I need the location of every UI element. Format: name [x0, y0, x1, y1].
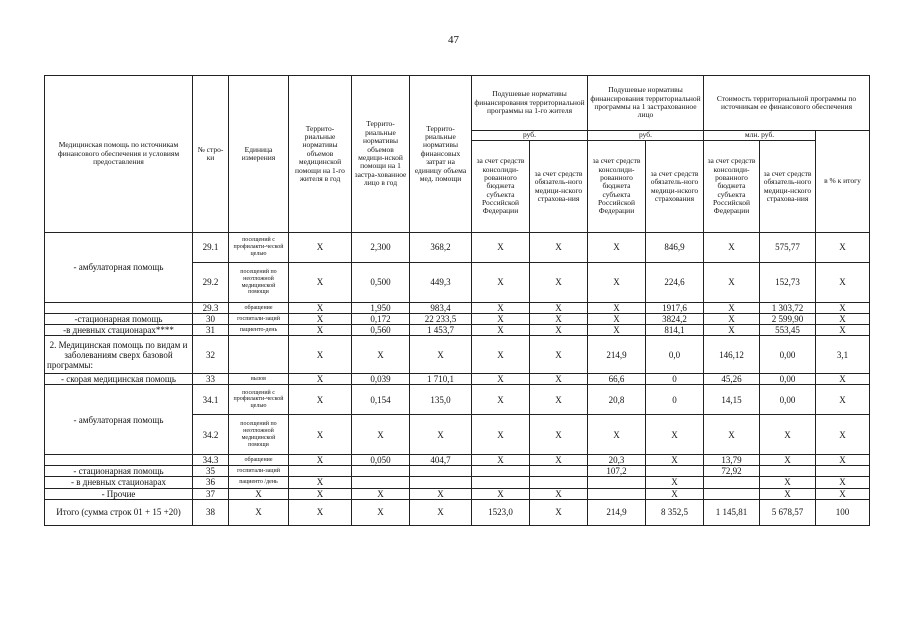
cell: 3824,2 [646, 314, 704, 325]
cell [646, 466, 704, 477]
cell: 214,9 [588, 336, 646, 374]
cell: 0,039 [352, 374, 410, 385]
header-oms-2: за счет средств обязатель-ного медици-нского страхования [646, 141, 704, 233]
unit-cell: пациенто /день [229, 477, 289, 488]
cell: X [530, 499, 588, 525]
cell: X [530, 263, 588, 303]
header-unit-rub-2: руб. [588, 131, 704, 141]
cell: X [816, 263, 870, 303]
cell: 72,92 [704, 466, 760, 477]
unit-cell: посещений с профилакти-ческой целью [229, 233, 289, 263]
cell: 1917,6 [646, 303, 704, 314]
row-number: 38 [193, 499, 229, 525]
cell: X [704, 325, 760, 336]
cell: 45,26 [704, 374, 760, 385]
cell: X [588, 303, 646, 314]
row-number: 37 [193, 488, 229, 499]
row-number: 32 [193, 336, 229, 374]
row-label-ambulatory-2: - амбулаторная помощь [45, 385, 193, 455]
cell: X [530, 336, 588, 374]
cell [588, 488, 646, 499]
cell: X [646, 455, 704, 466]
cell: X [530, 488, 588, 499]
cell: X [816, 303, 870, 314]
cell: 1 710,1 [410, 374, 472, 385]
unit-cell: пациенто-день [229, 325, 289, 336]
header-budget-1: за счет средств консолиди-рованного бюджета субъекта Российской Федерации [472, 141, 530, 233]
header-budget-2: за счет средств консолиди-рованного бюджета субъекта Российской Федерации [588, 141, 646, 233]
header-oms-1: за счет средств обязатель-ного медици-нского страхова-ния [530, 141, 588, 233]
cell: 13,79 [704, 455, 760, 466]
cell: X [472, 325, 530, 336]
cell: 20,8 [588, 385, 646, 415]
header-program-cost: Стоимость территориальной программы по источникам ее финансового обеспечения [704, 76, 870, 131]
cell [588, 477, 646, 488]
cell: X [704, 415, 760, 455]
cell [530, 477, 588, 488]
cell: X [289, 303, 352, 314]
cell: 983,4 [410, 303, 472, 314]
cell: X [472, 233, 530, 263]
cell: 100 [816, 499, 870, 525]
cell: 0,154 [352, 385, 410, 415]
row-number: 29.1 [193, 233, 229, 263]
cell: X [410, 488, 472, 499]
cell: 224,6 [646, 263, 704, 303]
cell: 0,00 [760, 336, 816, 374]
cell: 0,00 [760, 385, 816, 415]
cell: X [472, 263, 530, 303]
cell: X [816, 488, 870, 499]
cell: 0,050 [352, 455, 410, 466]
financing-table [44, 75, 870, 526]
cell: 553,45 [760, 325, 816, 336]
cell [530, 466, 588, 477]
unit-cell: обращение [229, 303, 289, 314]
cell: 135,0 [410, 385, 472, 415]
cell: X [588, 233, 646, 263]
cell: X [646, 415, 704, 455]
cell: X [289, 385, 352, 415]
unit-cell: посещений с профилакти-ческой целью [229, 385, 289, 415]
cell: 8 352,5 [646, 499, 704, 525]
row-label-empty [45, 303, 193, 314]
row-number: 29.2 [193, 263, 229, 303]
row-number: 35 [193, 466, 229, 477]
cell [704, 477, 760, 488]
cell: X [410, 415, 472, 455]
cell: 0,560 [352, 325, 410, 336]
cell: X [704, 233, 760, 263]
cell: X [704, 314, 760, 325]
cell: 0,500 [352, 263, 410, 303]
cell: 1,950 [352, 303, 410, 314]
row-number: 30 [193, 314, 229, 325]
cell: 404,7 [410, 455, 472, 466]
unit-cell: вызов [229, 374, 289, 385]
cell: X [410, 336, 472, 374]
cell [760, 466, 816, 477]
row-number: 33 [193, 374, 229, 385]
cell: X [472, 336, 530, 374]
cell: X [289, 477, 352, 488]
cell: X [530, 415, 588, 455]
row-label-inpatient-2: - стационарная помощь [45, 466, 193, 477]
cell: X [816, 314, 870, 325]
header-per-resident: Подушевые нормативы финансирования территориальной программы на 1-го жителя [472, 76, 588, 131]
cell: X [530, 455, 588, 466]
cell: X [352, 415, 410, 455]
unit-cell: госпитали-заций [229, 466, 289, 477]
cell: X [289, 336, 352, 374]
cell: X [530, 314, 588, 325]
unit-cell-empty [229, 336, 289, 374]
cell: X [352, 488, 410, 499]
cell: X [530, 233, 588, 263]
cell: 66,6 [588, 374, 646, 385]
row-number: 34.2 [193, 415, 229, 455]
cell: 152,73 [760, 263, 816, 303]
row-label-inpatient-1: -стационарная помощь [45, 314, 193, 325]
cell: X [646, 477, 704, 488]
cell: X [588, 415, 646, 455]
header-per-insured: Подушевые нормативы финансирования территориальной программы на 1 застрахованное лицо [588, 76, 704, 131]
cell: X [760, 455, 816, 466]
cell [472, 477, 530, 488]
cell: X [816, 385, 870, 415]
cell: X [646, 488, 704, 499]
cell: X [472, 455, 530, 466]
cell [289, 466, 352, 477]
cell: X [289, 374, 352, 385]
cell: X [472, 314, 530, 325]
cell: X [704, 263, 760, 303]
cell [352, 477, 410, 488]
unit-cell: X [229, 488, 289, 499]
cell: X [352, 499, 410, 525]
unit-cell: обращение [229, 455, 289, 466]
cell [472, 466, 530, 477]
cell: X [588, 263, 646, 303]
row-label-empty [45, 455, 193, 466]
header-name: Медицинская помощь по источникам финансового обеспечения и условиям предоставления [45, 76, 193, 233]
header-volume-resident: Террито-риальные нормативы объемов медицинской помощи на 1-го жителя в год [289, 76, 352, 233]
cell: 846,9 [646, 233, 704, 263]
cell: X [472, 385, 530, 415]
header-unit-rub-1: руб. [472, 131, 588, 141]
cell: 5 678,57 [760, 499, 816, 525]
cell [410, 466, 472, 477]
cell: X [289, 325, 352, 336]
cell: X [410, 499, 472, 525]
cell: X [289, 455, 352, 466]
unit-cell: посещений по неотложной медицинской помощи [229, 263, 289, 303]
row-number: 31 [193, 325, 229, 336]
cell: 0 [646, 374, 704, 385]
cell: X [816, 233, 870, 263]
row-number: 36 [193, 477, 229, 488]
cell: 1 303,72 [760, 303, 816, 314]
cell: X [760, 488, 816, 499]
row-label-total: Итого (сумма строк 01 + 15 +20) [45, 499, 193, 525]
cell: 107,2 [588, 466, 646, 477]
cell: X [472, 488, 530, 499]
cell: 14,15 [704, 385, 760, 415]
cell: 0,00 [760, 374, 816, 385]
cell: X [289, 233, 352, 263]
cell: 22 233,5 [410, 314, 472, 325]
cell: X [760, 415, 816, 455]
header-unit-mln: млн. руб. [704, 131, 816, 141]
cell: X [530, 303, 588, 314]
row-number: 34.3 [193, 455, 229, 466]
cell: 0 [646, 385, 704, 415]
unit-cell: X [229, 499, 289, 525]
cell: 1523,0 [472, 499, 530, 525]
cell [704, 488, 760, 499]
cell: X [352, 336, 410, 374]
cell: X [289, 314, 352, 325]
cell: X [816, 455, 870, 466]
cell: 214,9 [588, 499, 646, 525]
cell [816, 466, 870, 477]
cell: X [472, 415, 530, 455]
cell: X [816, 374, 870, 385]
header-unit: Единица измерения [229, 76, 289, 233]
cell [352, 466, 410, 477]
cell: X [704, 303, 760, 314]
cell: 0,172 [352, 314, 410, 325]
header-cost-per-unit: Террито-риальные нормативы финансовых затрат на единицу объема мед. помощи [410, 76, 472, 233]
row-label-ambulatory-1: - амбулаторная помощь [45, 233, 193, 303]
cell: 368,2 [410, 233, 472, 263]
header-percent: в % к итогу [816, 131, 870, 233]
row-label-section-2: 2. Медицинская помощь по видам и заболеваниям сверх базовой программы: [45, 336, 193, 374]
unit-cell: госпитали-заций [229, 314, 289, 325]
cell: X [760, 477, 816, 488]
cell: X [289, 499, 352, 525]
header-budget-3: за счет средств консолиди-рованного бюджета субъекта Российской Федерации [704, 141, 760, 233]
cell: X [588, 314, 646, 325]
row-number: 29.3 [193, 303, 229, 314]
row-label-emergency: - скорая медицинская помощь [45, 374, 193, 385]
cell: 1 145,81 [704, 499, 760, 525]
cell: 2,300 [352, 233, 410, 263]
cell: 3,1 [816, 336, 870, 374]
cell: 449,3 [410, 263, 472, 303]
cell: X [289, 263, 352, 303]
unit-cell: посещений по неотложной медицинской помощи [229, 415, 289, 455]
cell: 575,77 [760, 233, 816, 263]
row-label-day-hospital-2: - в дневных стационарах [45, 477, 193, 488]
cell: X [530, 325, 588, 336]
cell: 814,1 [646, 325, 704, 336]
cell: X [816, 415, 870, 455]
cell: 2 599,90 [760, 314, 816, 325]
header-oms-3: за счет средств обязатель-ного медици-нского страхова-ния [760, 141, 816, 233]
cell: X [472, 374, 530, 385]
cell: 0,0 [646, 336, 704, 374]
cell: X [816, 325, 870, 336]
page-number: 47 [448, 34, 459, 46]
cell: X [472, 303, 530, 314]
cell: X [289, 415, 352, 455]
cell: X [289, 488, 352, 499]
cell: X [816, 477, 870, 488]
header-volume-insured: Террито-риальные нормативы объемов медици-нской помощи на 1 застра-хованное лицо в год [352, 76, 410, 233]
cell: X [530, 385, 588, 415]
cell: 20,3 [588, 455, 646, 466]
row-label-other: - Прочие [45, 488, 193, 499]
row-label-day-hospital-1: -в дневных стационарах**** [45, 325, 193, 336]
cell: X [588, 325, 646, 336]
header-row-number: № стро-ки [193, 76, 229, 233]
row-number: 34.1 [193, 385, 229, 415]
cell [410, 477, 472, 488]
cell: X [530, 374, 588, 385]
cell: 1 453,7 [410, 325, 472, 336]
cell: 146,12 [704, 336, 760, 374]
